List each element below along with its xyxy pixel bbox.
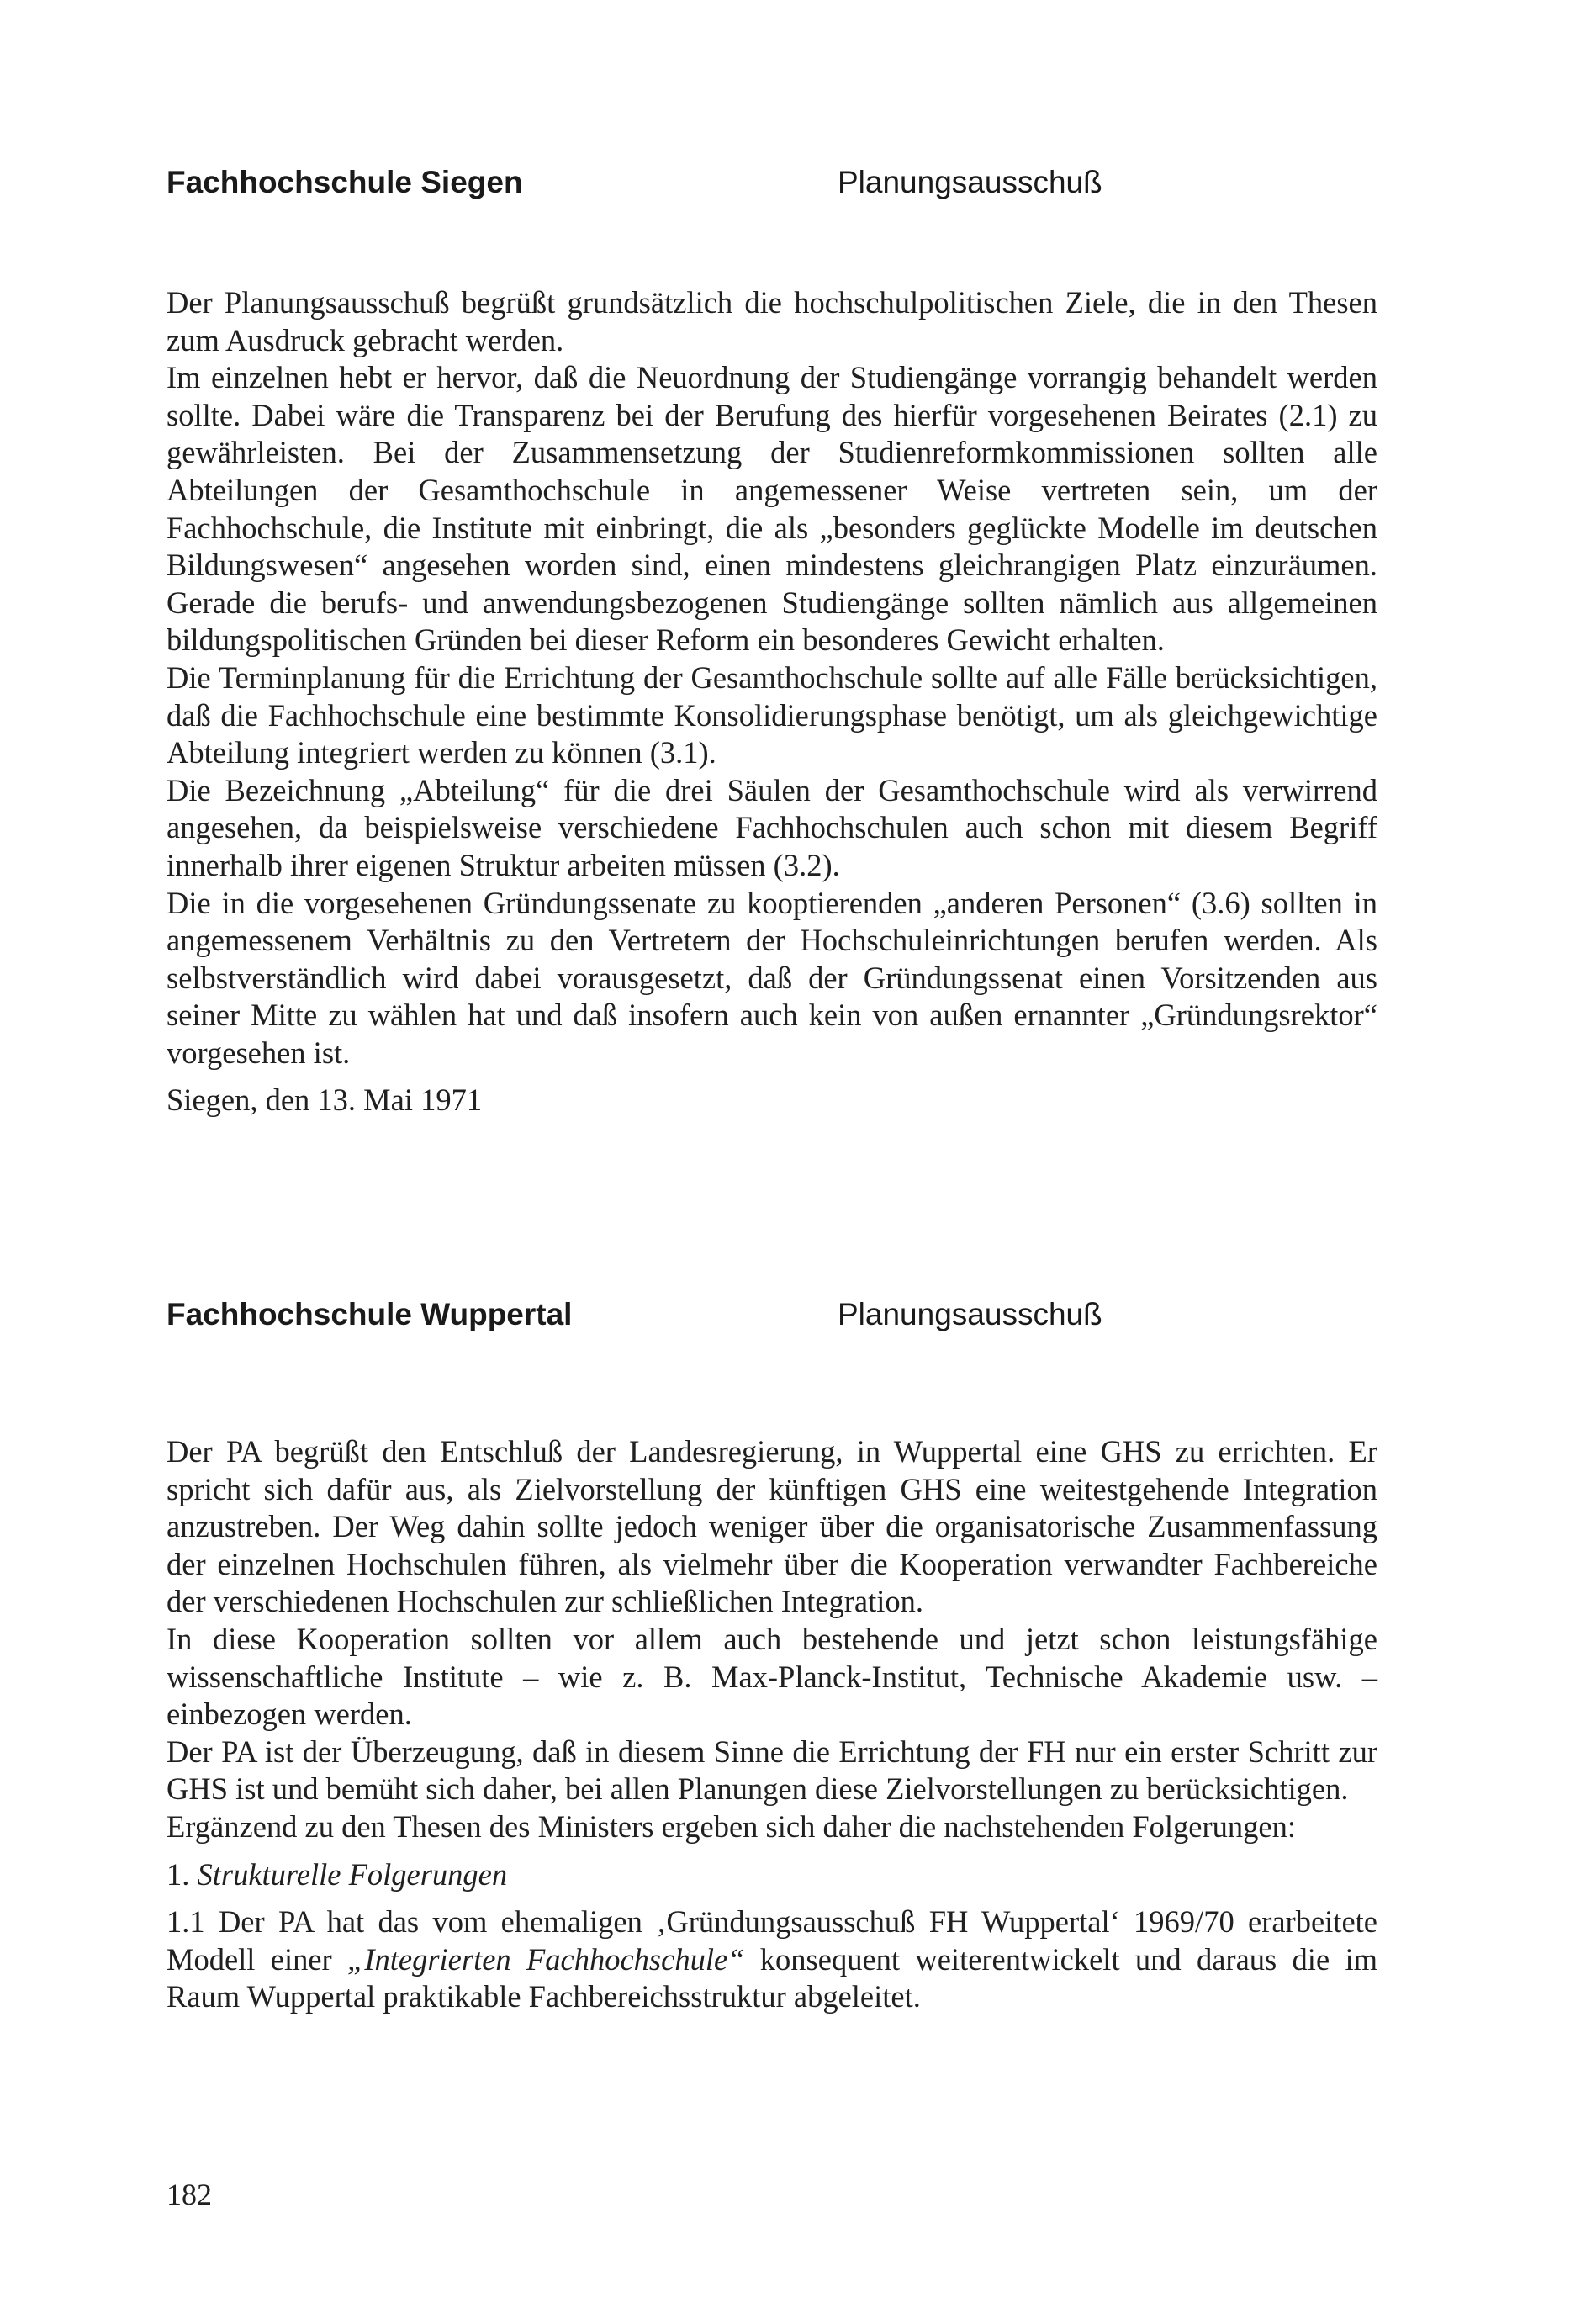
paragraph: Der Planungsausschuß begrüßt grundsätzlich die hochschulpolitischen Ziele, die in den Thesen zum Ausdruck gebracht werden.	[167, 285, 1377, 357]
paragraph: Im einzelnen hebt er hervor, daß die Neuordnung der Studiengänge vorrangig behandelt werden sollte. Dabei wäre die Transparenz bei der Berufung des hierfür vorgesehenen Beirates (2.1) zu gewährleisten. Bei der Zusammensetzung der Studienreformkommissionen sollten alle Abteilungen der Gesamthochschule in angemessener Weise vertreten sein, um der Fachhochschule, die Institute mit einbringt, die als „besonders geglückte Modelle im deutschen Bildungswesen“ angesehen worden sind, einen mindestens gleichrangigen Platz einzuräumen. Gerade die berufs- und anwendungsbezogenen Studiengänge sollten nämlich aus allgemeinen bildungspolitischen Gründen bei dieser Reform ein besonderes Gewicht erhalten.	[167, 360, 1377, 658]
subheading	[167, 1856, 1377, 1894]
date-line: Siegen, den 13. Mai 1971	[167, 1083, 483, 1118]
committee-label: Planungsausschuß	[838, 165, 1102, 199]
subheading-text: Strukturelle Folgerungen	[197, 1856, 508, 1892]
paragraph: Die Terminplanung für die Errichtung der Gesamthochschule sollte auf alle Fälle berücksichtigen, daß die Fachhochschule eine bestimmte Konsolidierungsphase benötigt, um als gleichgewichtige Abteilung integriert werden zu können (3.1).	[167, 659, 1377, 770]
page-number: 182	[167, 2178, 212, 2211]
paragraph-part: konsequent weiterentwickelt und daraus die im Raum Wuppertal praktikable Fachbereichsstruktur abgeleitet.	[167, 1941, 1377, 2014]
section-title: Fachhochschule Wuppertal	[167, 1297, 573, 1331]
subheading-number: 1.	[167, 1856, 190, 1892]
paragraph-italic-term: „Integrierten Fachhochschule“	[347, 1941, 745, 1977]
paragraph-part: 1.1 Der PA hat das vom ehemaligen ‚Gründungsausschuß FH Wuppertal‘ 1969/70 erarbeitete Modell einer	[167, 1904, 1377, 1977]
paragraph: Die Bezeichnung „Abteilung“ für die drei Säulen der Gesamthochschule wird als verwirrend angesehen, da beispielsweise verschiedene Fachhochschulen auch schon mit diesem Begriff innerhalb ihrer eigenen Struktur arbeiten müssen (3.2).	[167, 772, 1377, 882]
section-body-wuppertal	[167, 1433, 1377, 2016]
section-heading-siegen	[167, 165, 1411, 215]
section-body-siegen	[167, 284, 1377, 1120]
committee-label: Planungsausschuß	[838, 1297, 1102, 1331]
paragraph: Ergänzend zu den Thesen des Ministers ergeben sich daher die nachstehenden Folgerungen:	[167, 1808, 1296, 1844]
paragraph: Der PA ist der Überzeugung, daß in diesem Sinne die Errichtung der FH nur ein erster Schritt zur GHS ist und bemüht sich daher, bei allen Planungen diese Zielvorstellungen zu berücksichtigen.	[167, 1734, 1377, 1807]
paragraph-1-1	[167, 1903, 1377, 2016]
paragraph: Der PA begrüßt den Entschluß der Landesregierung, in Wuppertal eine GHS zu errichten. Er spricht sich dafür aus, als Zielvorstellung der künftigen GHS eine weitestgehende Integration anzustreben. Der Weg dahin sollte jedoch weniger über die organisatorische Zusammenfassung der einzelnen Hochschulen führen, als vielmehr über die Kooperation verwandter Fachbereiche der verschiedenen Hochschulen zur schließlichen Integration.	[167, 1434, 1377, 1619]
section-heading-wuppertal	[167, 1297, 1411, 1347]
paragraph: In diese Kooperation sollten vor allem auch bestehende und jetzt schon leistungsfähige wissenschaftliche Institute – wie z. B. Max-Planck-Institut, Technische Akademie usw. – einbezogen werden.	[167, 1621, 1377, 1732]
section-title: Fachhochschule Siegen	[167, 165, 523, 199]
paragraph: Die in die vorgesehenen Gründungssenate zu kooptierenden „anderen Personen“ (3.6) sollten in angemessenem Verhältnis zu den Vertretern der Hochschuleinrichtungen berufen werden. Als selbstverständlich wird dabei vorausgesetzt, daß der Gründungssenat einen Vorsitzenden aus seiner Mitte zu wählen hat und daß insofern auch kein von außen ernannter „Gründungsrektor“ vorgesehen ist.	[167, 885, 1377, 1070]
